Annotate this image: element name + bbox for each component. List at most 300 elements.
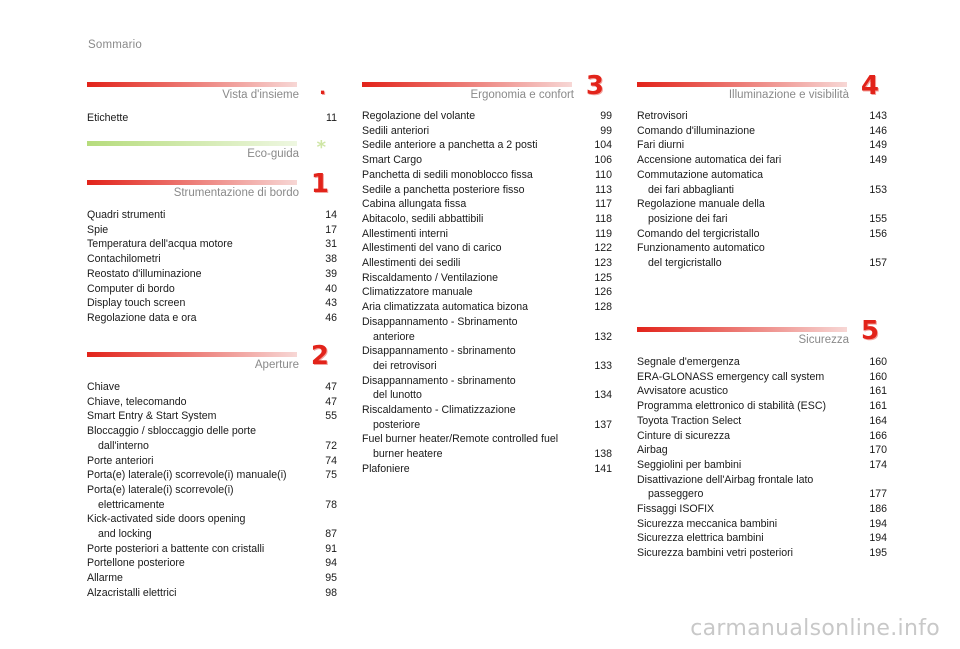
toc-entry-label [637, 138, 853, 153]
toc-entry-page: 87 [325, 528, 337, 541]
toc-entry-page: 94 [325, 557, 337, 570]
toc-entry-label [87, 237, 303, 252]
toc-entry-page: 143 [869, 110, 887, 122]
toc-entry[interactable] [362, 197, 612, 212]
toc-entry-label [87, 252, 303, 267]
toc-entry-page: 38 [325, 253, 337, 266]
toc-entry[interactable] [637, 370, 887, 385]
section-eco-guida [87, 139, 337, 165]
toc-entry-page: 98 [325, 586, 337, 599]
toc-entry[interactable] [637, 138, 887, 153]
toc-entry-label [362, 212, 578, 227]
toc-entry-continuation: posteriore [373, 418, 421, 431]
toc-entry-page: 153 [869, 183, 887, 196]
toc-entry[interactable] [637, 197, 887, 226]
toc-entry-page: 157 [869, 257, 887, 270]
toc-entry-label [87, 296, 303, 311]
toc-entry-line: Porta(e) laterale(i) scorrevole(i) manuale(i) [87, 469, 287, 482]
section-title: Sicurezza [798, 334, 849, 346]
toc-entry[interactable] [87, 223, 337, 238]
section-number: 3 [585, 71, 604, 101]
toc-entry[interactable] [637, 473, 887, 502]
section-header [637, 316, 887, 351]
toc-entry-line: Sicurezza bambini vetri posteriori [637, 547, 794, 560]
toc-entry[interactable] [637, 429, 887, 444]
page-header: Sommario [88, 39, 143, 51]
toc-entry-line: Porte posteriori a battente con cristalli [87, 542, 265, 555]
toc-entry[interactable] [637, 458, 887, 473]
toc-entry-label [87, 223, 303, 238]
toc-entry-page: 78 [325, 498, 337, 511]
section-number: 4 [860, 71, 879, 101]
toc-entry[interactable] [362, 256, 612, 271]
toc-entry-line: Panchetta di sedili monoblocco fissa [362, 168, 533, 181]
toc-entry[interactable] [637, 531, 887, 546]
toc-entry-label [362, 374, 578, 403]
section-strumentazione-di-bordo [87, 169, 337, 326]
toc-entry-continuation: anteriore [373, 330, 415, 343]
toc-entry-line: Computer di bordo [87, 282, 175, 295]
toc-entry-page: 164 [869, 414, 887, 427]
toc-entry-page: 195 [869, 547, 887, 560]
toc-entry-line: Disappannamento - sbrinamento [362, 345, 516, 358]
toc-entry-page: 91 [325, 542, 337, 555]
toc-entry[interactable] [637, 546, 887, 561]
toc-entry-label [637, 227, 853, 242]
toc-entry-page: 14 [325, 209, 337, 221]
toc-entry-line: Display touch screen [87, 297, 186, 310]
section-title: Ergonomia e confort [470, 89, 574, 101]
toc-entry-line: Cinture di sicurezza [637, 429, 731, 442]
toc-entry-label [87, 483, 303, 512]
section-title: Vista d'insieme [222, 89, 299, 101]
toc-entry-line: Riscaldamento / Ventilazione [362, 271, 499, 284]
entry-list [87, 380, 337, 601]
toc-entry-continuation: del tergicristallo [648, 257, 722, 270]
section-title: Eco-guida [247, 148, 299, 160]
toc-entry[interactable] [87, 208, 337, 223]
toc-entry-line: Riscaldamento - Climatizzazione [362, 404, 516, 417]
toc-entry-line: Temperatura dell'acqua motore [87, 238, 233, 251]
toc-entry-page: 113 [595, 183, 612, 196]
section-header [362, 71, 612, 106]
toc-entry-line: Disattivazione dell'Airbag frontale lato [637, 473, 814, 486]
toc-entry-page: 161 [869, 400, 887, 413]
toc-entry-line: Disappannamento - Sbrinamento [362, 315, 518, 328]
toc-entry-page: 137 [594, 418, 612, 431]
toc-entry-page: 161 [869, 385, 887, 398]
toc-entry[interactable] [87, 380, 337, 395]
toc-entry-line: Segnale d'emergenza [637, 356, 740, 368]
toc-entry-label [362, 462, 578, 477]
toc-entry[interactable] [362, 168, 612, 183]
toc-entry-line: Fuel burner heater/Remote controlled fuel [362, 433, 559, 446]
toc-entry-continuation: elettricamente [98, 498, 165, 511]
toc-entry-page: 177 [869, 488, 887, 501]
toc-entry-page: 99 [600, 124, 612, 137]
toc-entry-label [362, 432, 578, 461]
toc-entry-line: Allestimenti del vano di carico [362, 242, 502, 255]
toc-entry-continuation: del lunotto [373, 389, 422, 402]
section-header [87, 341, 337, 376]
toc-entry-label [87, 586, 303, 601]
toc-entry-page: 174 [869, 458, 887, 471]
toc-entry-label [87, 111, 303, 126]
toc-entry-line: Alzacristalli elettrici [87, 586, 177, 599]
toc-entry-page: 119 [595, 227, 612, 240]
toc-entry[interactable] [87, 468, 337, 483]
toc-entry[interactable] [87, 395, 337, 410]
toc-entry[interactable] [87, 409, 337, 424]
section-title: Aperture [254, 359, 299, 371]
toc-entry-page: 123 [594, 257, 612, 270]
toc-entry-page: 134 [594, 389, 612, 402]
toc-entry-page: 47 [325, 381, 337, 393]
toc-entry-page: 194 [869, 517, 887, 530]
toc-entry[interactable] [362, 109, 612, 124]
toc-entry[interactable] [637, 502, 887, 517]
toc-entry-line: Regolazione del volante [362, 110, 476, 122]
toc-entry-line: Fari diurni [637, 139, 685, 152]
toc-entry-label [362, 197, 578, 212]
toc-entry-line: Retrovisori [637, 110, 688, 122]
toc-entry-page: 39 [325, 267, 337, 280]
toc-entry-page: 125 [594, 271, 612, 284]
toc-entry[interactable] [637, 241, 887, 270]
toc-entry-line: Portellone posteriore [87, 557, 185, 570]
toc-entry-label [362, 168, 578, 183]
entry-list [87, 111, 337, 126]
toc-entry[interactable] [362, 285, 612, 300]
toc-entry-label [87, 468, 303, 483]
toc-entry-label [637, 443, 853, 458]
section-bar [362, 82, 572, 87]
toc-entry-label [87, 454, 303, 469]
toc-entry-page: 132 [594, 330, 612, 343]
toc-entry-page: 117 [595, 198, 612, 211]
toc-entry-page: 95 [325, 572, 337, 585]
toc-entry[interactable] [637, 355, 887, 370]
toc-entry-label [637, 241, 853, 270]
toc-entry-label [637, 197, 853, 226]
section-number: 5 [860, 316, 879, 346]
toc-entry[interactable] [87, 267, 337, 282]
toc-entry-line: Abitacolo, sedili abbattibili [362, 212, 484, 225]
toc-entry[interactable] [362, 241, 612, 256]
toc-entry[interactable] [637, 443, 887, 458]
toc-entry-line: Comando del tergicristallo [637, 227, 760, 240]
toc-entry-continuation: dei retrovisori [373, 359, 437, 372]
entry-list [87, 208, 337, 326]
toc-entry-label [87, 571, 303, 586]
toc-entry[interactable] [637, 384, 887, 399]
toc-entry[interactable] [637, 399, 887, 414]
toc-entry-line: Cabina allungata fissa [362, 198, 467, 211]
toc-entry-label [637, 399, 853, 414]
toc-entry-line: Bloccaggio / sbloccaggio delle porte [87, 425, 257, 438]
section-aperture [87, 341, 337, 601]
toc-entry[interactable] [362, 432, 612, 461]
toc-entry-label [362, 300, 578, 315]
toc-entry[interactable] [637, 124, 887, 139]
toc-entry-page: 133 [594, 359, 612, 372]
section-title: Strumentazione di bordo [173, 187, 299, 199]
toc-entry-label [637, 124, 853, 139]
toc-entry-line: Chiave [87, 381, 120, 393]
section-bar [87, 141, 297, 146]
toc-entry-line: Chiave, telecomando [87, 395, 187, 408]
section-bar [637, 82, 847, 87]
toc-entry-label [637, 458, 853, 473]
toc-entry-line: Comando d'illuminazione [637, 124, 756, 137]
toc-entry-continuation: passeggero [648, 488, 704, 501]
toc-entry-continuation: dei fari abbaglianti [648, 183, 734, 196]
section-bar [87, 352, 297, 357]
toc-entry-line: Porte anteriori [87, 454, 154, 467]
section-header [87, 139, 337, 165]
toc-entry-page: 149 [869, 154, 887, 167]
section-number: 1 [310, 169, 329, 199]
watermark: carmanualsonline.info [690, 616, 940, 641]
toc-entry[interactable] [362, 462, 612, 477]
toc-entry-continuation: dall'interno [98, 439, 149, 452]
toc-entry-line: Toyota Traction Select [637, 414, 742, 427]
toc-entry[interactable] [87, 454, 337, 469]
toc-entry[interactable] [87, 556, 337, 571]
toc-entry-page: 155 [869, 212, 887, 225]
toc-entry-page: 122 [594, 242, 612, 255]
toc-entry-page: 141 [594, 462, 612, 475]
section-bar [87, 82, 297, 87]
toc-entry-page: 128 [594, 301, 612, 314]
section-bar [87, 180, 297, 185]
toc-entry-label [637, 429, 853, 444]
toc-entry[interactable] [362, 183, 612, 198]
toc-entry-line: Reostato d'illuminazione [87, 267, 202, 280]
toc-entry-label [362, 241, 578, 256]
toc-entry-page: 46 [325, 311, 337, 324]
section-number: * [316, 137, 326, 158]
toc-entry-page: 99 [600, 110, 612, 122]
toc-entry[interactable] [87, 542, 337, 557]
toc-entry-page: 31 [325, 238, 337, 251]
toc-entry-label [637, 370, 853, 385]
toc-entry-label [87, 380, 303, 395]
toc-entry-page: 75 [325, 469, 337, 482]
section-ergonomia-e-confort [362, 71, 612, 477]
toc-entry-label [637, 109, 853, 124]
entry-list [637, 109, 887, 271]
toc-entry-label [637, 153, 853, 168]
toc-entry-line: Contachilometri [87, 253, 161, 266]
toc-entry-line: Sedili anteriori [362, 124, 430, 137]
toc-entry-line: Airbag [637, 444, 668, 457]
toc-entry-line: Smart Entry & Start System [87, 410, 217, 423]
toc-entry-page: 126 [594, 286, 612, 299]
toc-entry[interactable] [362, 300, 612, 315]
toc-entry[interactable] [637, 153, 887, 168]
toc-entry-line: Sedile a panchetta posteriore fisso [362, 183, 525, 196]
section-bar [637, 327, 847, 332]
toc-entry-line: Sicurezza meccanica bambini [637, 517, 778, 530]
toc-entry-page: 146 [869, 124, 887, 137]
section-vista-insieme [87, 80, 337, 126]
toc-entry-line: Allestimenti interni [362, 227, 448, 240]
toc-entry-line: Aria climatizzata automatica bizona [362, 301, 529, 314]
toc-entry-label [87, 311, 303, 326]
toc-entry-label [637, 531, 853, 546]
toc-entry-label [362, 403, 578, 432]
toc-entry[interactable] [87, 512, 337, 541]
toc-entry[interactable] [87, 424, 337, 453]
toc-entry[interactable] [637, 168, 887, 197]
toc-entry-line: Regolazione data e ora [87, 311, 197, 324]
entry-list [362, 109, 612, 477]
section-number: 2 [310, 341, 329, 371]
toc-entry[interactable] [87, 282, 337, 297]
section-header [637, 71, 887, 106]
toc-entry-label [87, 512, 303, 541]
toc-entry-line: Commutazione automatica [637, 168, 764, 181]
toc-entry-line: Etichette [87, 112, 129, 124]
toc-entry[interactable] [87, 311, 337, 326]
toc-entry-page: 118 [595, 212, 612, 225]
toc-entry-page: 40 [325, 282, 337, 295]
toc-entry-page: 110 [595, 168, 612, 181]
toc-entry-line: Regolazione manuale della [637, 198, 765, 211]
toc-entry-page: 43 [325, 297, 337, 310]
toc-entry-page: 160 [869, 370, 887, 383]
section-header [87, 169, 337, 204]
toc-entry-line: Spie [87, 223, 109, 236]
toc-entry-label [87, 556, 303, 571]
toc-entry-page: 47 [325, 395, 337, 408]
toc-entry-line: Fissaggi ISOFIX [637, 503, 715, 516]
toc-entry-line: ERA-GLONASS emergency call system [637, 370, 825, 383]
toc-entry-label [87, 267, 303, 282]
toc-entry[interactable] [362, 138, 612, 153]
toc-entry[interactable] [637, 517, 887, 532]
toc-entry-label [87, 424, 303, 453]
toc-entry[interactable] [87, 571, 337, 586]
toc-entry-page: 104 [594, 139, 612, 152]
toc-entry[interactable] [362, 344, 612, 373]
toc-entry-continuation: and locking [98, 528, 152, 541]
toc-entry-page: 160 [869, 356, 887, 368]
toc-entry-label [362, 315, 578, 344]
toc-entry[interactable] [362, 374, 612, 403]
toc-entry-label [362, 271, 578, 286]
toc-entry[interactable] [362, 403, 612, 432]
toc-entry-label [637, 168, 853, 197]
toc-entry-line: Seggiolini per bambini [637, 458, 742, 471]
toc-entry-label [362, 124, 578, 139]
toc-entry-line: Allarme [87, 572, 123, 585]
toc-entry-line: Climatizzatore manuale [362, 286, 473, 299]
toc-entry[interactable] [362, 271, 612, 286]
toc-entry-label [362, 285, 578, 300]
toc-entry-continuation: posizione dei fari [648, 212, 728, 225]
toc-entry-line: Funzionamento automatico [637, 242, 765, 255]
toc-entry-label [362, 227, 578, 242]
toc-entry-page: 106 [594, 154, 612, 167]
toc-entry-label [87, 282, 303, 297]
toc-entry-label [637, 473, 853, 502]
toc-entry-line: Porta(e) laterale(i) scorrevole(i) [87, 483, 234, 496]
section-title: Illuminazione e visibilità [728, 89, 849, 101]
section-header [87, 80, 337, 106]
toc-entry-page: 149 [869, 139, 887, 152]
entry-list [637, 355, 887, 561]
toc-entry-label [362, 138, 578, 153]
toc-entry-label [362, 344, 578, 373]
toc-entry-page: 194 [869, 532, 887, 545]
toc-entry-continuation: burner heatere [373, 448, 443, 461]
toc-entry-line: Programma elettronico di stabilità (ESC) [637, 400, 826, 413]
toc-entry-line: Accensione automatica dei fari [637, 154, 782, 167]
section-number: . [319, 78, 326, 99]
toc-entry-label [87, 542, 303, 557]
toc-entry[interactable] [362, 315, 612, 344]
toc-entry-page: 156 [869, 227, 887, 240]
toc-entry-page: 138 [594, 448, 612, 461]
toc-entry[interactable] [362, 153, 612, 168]
toc-entry-page: 74 [325, 454, 337, 467]
toc-entry-page: 170 [869, 444, 887, 457]
toc-entry-line: Plafoniere [362, 462, 410, 475]
toc-entry-label [637, 517, 853, 532]
toc-entry[interactable] [637, 227, 887, 242]
toc-entry-label [637, 502, 853, 517]
toc-entry-line: Smart Cargo [362, 154, 423, 167]
section-sicurezza [637, 316, 887, 561]
toc-entry[interactable] [87, 111, 337, 126]
toc-entry[interactable] [87, 252, 337, 267]
toc-entry-label [362, 109, 578, 124]
toc-entry[interactable] [87, 483, 337, 512]
toc-entry[interactable] [87, 237, 337, 252]
toc-entry[interactable] [362, 124, 612, 139]
toc-entry-page: 55 [325, 410, 337, 423]
toc-entry-label [362, 183, 578, 198]
toc-entry-label [637, 384, 853, 399]
toc-entry-line: Quadri strumenti [87, 209, 166, 221]
toc-entry[interactable] [87, 296, 337, 311]
toc-entry-page: 186 [869, 503, 887, 516]
toc-entry-line: Allestimenti dei sedili [362, 257, 461, 270]
toc-entry[interactable] [87, 586, 337, 601]
toc-entry-label [637, 414, 853, 429]
toc-entry-label [87, 395, 303, 410]
toc-entry-label [87, 208, 303, 223]
toc-entry[interactable] [362, 212, 612, 227]
toc-entry[interactable] [637, 109, 887, 124]
section-illuminazione-e-visibilita [637, 71, 887, 271]
toc-entry-line: Sicurezza elettrica bambini [637, 532, 764, 545]
toc-entry-page: 166 [869, 429, 887, 442]
toc-entry-line: Kick-activated side doors opening [87, 513, 246, 526]
toc-entry-line: Sedile anteriore a panchetta a 2 posti [362, 139, 538, 152]
toc-entry-page: 17 [325, 223, 337, 236]
toc-entry-label [362, 153, 578, 168]
toc-entry-page: 11 [326, 112, 337, 124]
toc-entry-line: Avvisatore acustico [637, 385, 729, 398]
toc-entry[interactable] [637, 414, 887, 429]
toc-entry[interactable] [362, 227, 612, 242]
toc-entry-label [637, 546, 853, 561]
toc-entry-label [87, 409, 303, 424]
toc-entry-line: Disappannamento - sbrinamento [362, 374, 516, 387]
